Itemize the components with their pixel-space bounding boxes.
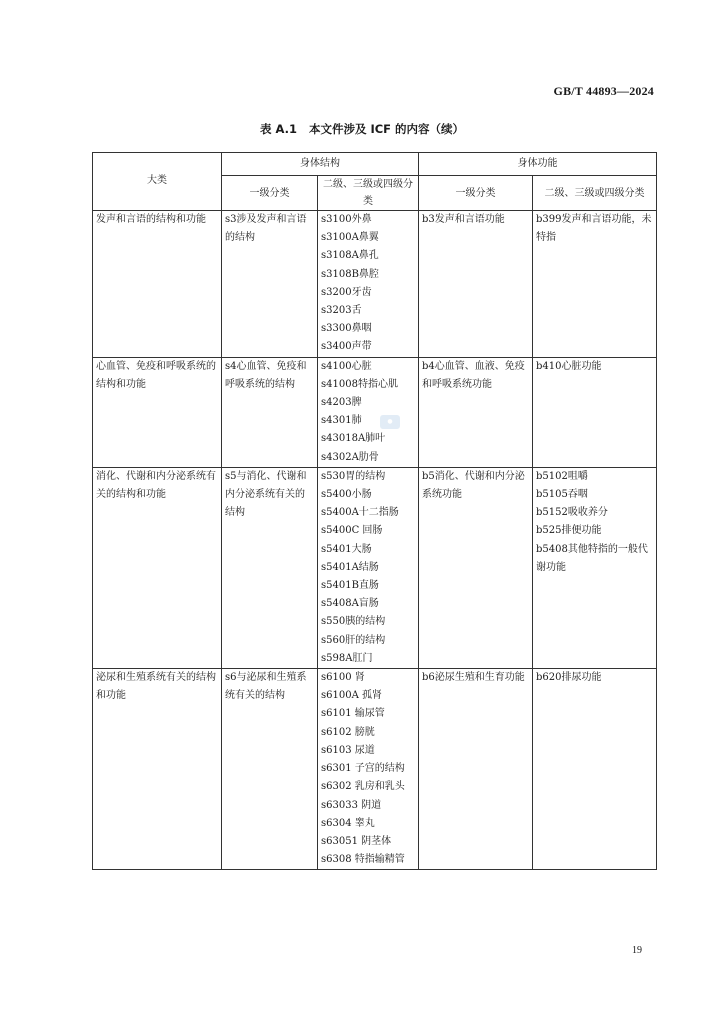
code-item: s63033 阴道	[321, 799, 382, 811]
code-item: s3108B鼻腔	[321, 268, 379, 280]
structure-level2-cell	[318, 467, 419, 668]
code-item: s3200牙齿	[321, 286, 372, 298]
header-body-structure: 身体结构	[222, 153, 419, 176]
code-item: s6304 睾丸	[321, 817, 375, 829]
code-item: s560肝的结构	[321, 634, 386, 646]
code-item: s3203舌	[321, 305, 362, 317]
page-number: 19	[632, 945, 642, 956]
code-item: s41008特指心肌	[321, 378, 398, 390]
code-item: b525排便功能	[536, 525, 602, 537]
code-item: s6301 子宫的结构	[321, 763, 405, 775]
structure-level1-cell: s4心血管、免疫和呼吸系统的结构	[222, 357, 318, 467]
structure-level2-cell	[318, 357, 419, 467]
header-function-level1: 一级分类	[419, 176, 533, 211]
table-row	[93, 467, 657, 668]
code-item: s6101 输尿管	[321, 708, 385, 720]
code-item: s5400小肠	[321, 489, 372, 501]
header-structure-level2: 二级、三级或四级分类	[318, 176, 419, 211]
function-level2-cell	[533, 467, 657, 668]
code-item: b5152吸收养分	[536, 507, 608, 519]
header-major: 大类	[93, 153, 222, 211]
structure-level1-cell: s6与泌尿和生殖系统有关的结构	[222, 669, 318, 870]
code-item: s6100 肾	[321, 672, 365, 684]
code-item: s5401A结肠	[321, 561, 379, 573]
structure-level2-cell	[318, 669, 419, 870]
header-function-level2: 二级、三级或四级分类	[533, 176, 657, 211]
code-item: s6102 膀胱	[321, 726, 375, 738]
code-item: 谢功能	[536, 561, 566, 573]
code-item: s5408A盲肠	[321, 598, 379, 610]
code-item: s550胰的结构	[321, 616, 386, 628]
header-row-1	[93, 153, 657, 176]
code-item: s5400A十二指肠	[321, 507, 399, 519]
code-item: s6103 尿道	[321, 744, 375, 756]
code-item: s3108A鼻孔	[321, 250, 379, 262]
major-cell: 泌尿和生殖系统有关的结构和功能	[93, 669, 222, 870]
standard-code: GB/T 44893—2024	[553, 84, 654, 98]
table-caption	[0, 121, 724, 137]
function-level1-cell: b3发声和言语功能	[419, 211, 533, 358]
code-item: s4301肺	[321, 415, 362, 427]
code-item: s43018A肺叶	[321, 433, 386, 445]
function-level1-cell: b6泌尿生殖和生育功能	[419, 669, 533, 870]
structure-level2-cell	[318, 211, 419, 358]
code-item: b5105吞咽	[536, 489, 588, 501]
major-cell: 发声和言语的结构和功能	[93, 211, 222, 358]
table-title: 本文件涉及 ICF 的内容（续）	[308, 122, 465, 136]
code-item: s5400C 回肠	[321, 525, 383, 537]
code-item: s5401大肠	[321, 543, 372, 555]
icf-table	[92, 152, 657, 870]
structure-level1-cell: s3涉及发声和言语的结构	[222, 211, 318, 358]
header-structure-level1: 一级分类	[222, 176, 318, 211]
code-item: s6100A 孤肾	[321, 690, 382, 702]
header-body-function: 身体功能	[419, 153, 657, 176]
code-item: s3400声带	[321, 341, 372, 353]
major-cell: 消化、代谢和内分泌系统有关的结构和功能	[93, 467, 222, 668]
code-item: s4203脾	[321, 397, 362, 409]
code-item: s3100外鼻	[321, 214, 372, 225]
function-level2-cell: b620排尿功能	[533, 669, 657, 870]
code-item: s598A肛门	[321, 652, 373, 664]
function-level2-cell: b399发声和言语功能，未特指	[533, 211, 657, 358]
code-item: s3100A鼻翼	[321, 232, 379, 244]
function-level2-cell: b410心脏功能	[533, 357, 657, 467]
code-item: b5408其他特指的一般代	[536, 543, 648, 555]
watermark-logo: ●	[380, 415, 400, 429]
table-row	[93, 357, 657, 467]
code-item: s5401B直肠	[321, 580, 379, 592]
table-row	[93, 669, 657, 870]
code-item: s6308 特指输精管	[321, 854, 405, 866]
function-level1-cell: b5消化、代谢和内分泌系统功能	[419, 467, 533, 668]
code-item: s6302 乳房和乳头	[321, 781, 405, 793]
function-level1-cell: b4心血管、血液、免疫和呼吸系统功能	[419, 357, 533, 467]
table-number: 表 A.1	[259, 122, 297, 136]
structure-level1-cell: s5与消化、代谢和内分泌系统有关的结构	[222, 467, 318, 668]
code-item: s4100心脏	[321, 360, 372, 372]
code-item: s530胃的结构	[321, 470, 386, 482]
code-item: s4302A肋骨	[321, 451, 379, 463]
code-item: s63051 阴茎体	[321, 835, 392, 847]
code-item: b5102咀嚼	[536, 470, 588, 482]
table-row	[93, 211, 657, 358]
major-cell: 心血管、免疫和呼吸系统的结构和功能	[93, 357, 222, 467]
code-item: s3300鼻咽	[321, 323, 372, 335]
